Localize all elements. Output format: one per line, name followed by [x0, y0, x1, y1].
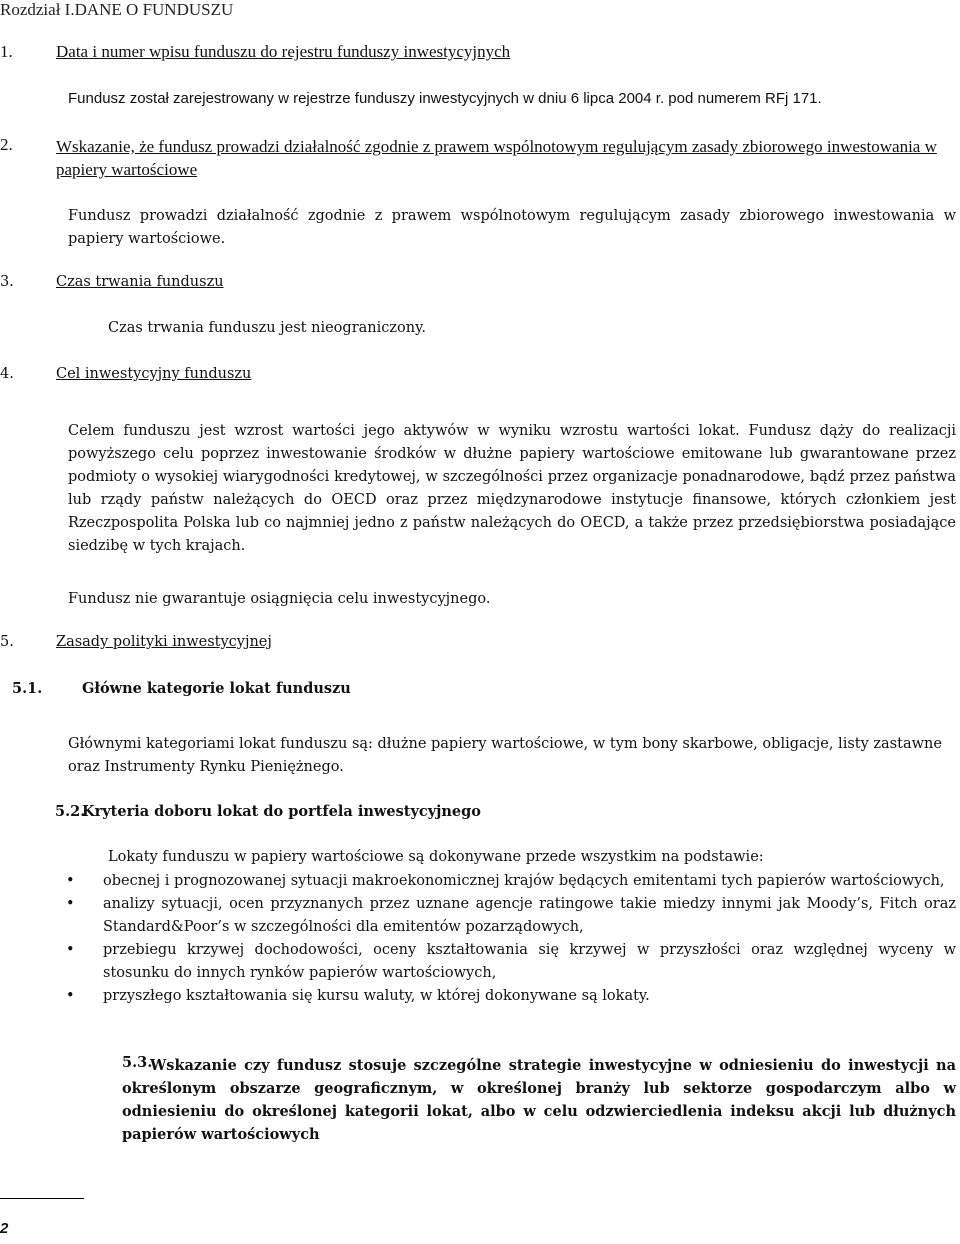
- page-number: 2: [0, 1220, 9, 1237]
- section-5-3-heading: Wskazanie czy fundusz stosuje szczególne strategie inwestycyjne w odniesieniu do inwestycji na określonym obszarze geograficznym, w określonej branży lub sektorze gospodarczym albo w odniesieniu do określonej kategorii lokat, albo w celu odzwierciedlenia indeksu akcji lub dłużnych papierów wartościowych: [122, 1057, 956, 1143]
- list-item: • analizy sytuacji, ocen przyznanych przez uznane agencje ratingowe takie miedzy innymi jak Moody’s, Fitch oraz Standard&Poor’s w szczególności dla emitentów pozarządowych,: [58, 893, 956, 939]
- section-5-1-heading: Główne kategorie lokat funduszu: [82, 680, 351, 697]
- section-4-text-1: Celem funduszu jest wzrost wartości jego aktywów w wyniku wzrostu wartości lokat. Fundusz dąży do realizacji powyższego celu poprzez inwestowanie środków w dłużne papiery wartościowe emitowane lub gwarantowane przez podmioty o wysokiej wiarygodności kredytowej, w szczególności przez organizacje ponadnarodowe, bądź przez państwa lub rządy państw należących do OECD oraz przez międzynarodowe instytucje finansowe, których członkiem jest Rzeczpospolita Polska lub co najmniej jedno z państw należących do OECD, a także przez przedsiębiorstwa posiadające siedzibę w tych krajach.: [68, 423, 956, 554]
- section-1-heading: Data i numer wpisu funduszu do rejestru funduszy inwestycyjnych: [56, 42, 511, 61]
- section-5-2-heading: Kryteria doboru lokat do portfela inwestycyjnego: [82, 803, 481, 820]
- bullet-icon: •: [66, 942, 75, 958]
- section-5-2-number: 5.2.: [55, 803, 86, 820]
- list-item: • obecnej i prognozowanej sytuacji makroekonomicznej krajów będących emitentami tych papierów wartościowych,: [58, 870, 956, 893]
- section-1-text: Fundusz został zarejestrowany w rejestrze funduszy inwestycyjnych w dniu 6 lipca 2004 r. pod numerem RFj 171.: [68, 90, 822, 107]
- section-2-number: 2.: [0, 135, 13, 154]
- section-4-number: 4.: [0, 366, 14, 382]
- footer-divider: [0, 1198, 84, 1199]
- section-5-1-number: 5.1.: [12, 680, 43, 697]
- section-3-heading: Czas trwania funduszu: [56, 274, 224, 290]
- section-2-heading: Wskazanie, że fundusz prowadzi działalność zgodnie z prawem wspólnotowym regulującym zasady zbiorowego inwestowania w papiery wartościowe: [56, 137, 937, 179]
- section-1-number: 1.: [0, 42, 13, 61]
- criteria-list: [58, 870, 956, 1008]
- section-5-3-number: 5.3.: [122, 1054, 153, 1071]
- section-5-2-intro: Lokaty funduszu w papiery wartościowe są dokonywane przede wszystkim na podstawie:: [108, 849, 764, 865]
- list-item: • przebiegu krzywej dochodowości, oceny kształtowania się krzywej w przyszłości oraz względnej wyceny w stosunku do innych rynków papierów wartościowych,: [58, 939, 956, 985]
- chapter-title: Rozdział I.DANE O FUNDUSZU: [0, 0, 234, 19]
- section-3-number: 3.: [0, 274, 14, 290]
- bullet-icon: •: [66, 873, 75, 889]
- bullet-icon: •: [66, 988, 75, 1004]
- section-2-text: Fundusz prowadzi działalność zgodnie z prawem wspólnotowym regulującym zasady zbiorowego inwestowania w papiery wartościowe.: [68, 208, 956, 247]
- section-5-heading: Zasady polityki inwestycyjnej: [56, 634, 272, 650]
- bullet-icon: •: [66, 896, 75, 912]
- section-5-1-text: Głównymi kategoriami lokat funduszu są: dłużne papiery wartościowe, w tym bony skarbowe, obligacje, listy zastawne oraz Instrumenty Rynku Pieniężnego.: [68, 736, 942, 775]
- section-3-text: Czas trwania funduszu jest nieograniczony.: [108, 320, 426, 336]
- section-4-text-2: Fundusz nie gwarantuje osiągnięcia celu inwestycyjnego.: [68, 591, 491, 607]
- list-item: • przyszłego kształtowania się kursu waluty, w której dokonywane są lokaty.: [58, 985, 956, 1008]
- section-4-heading: Cel inwestycyjny funduszu: [56, 366, 252, 382]
- section-5-number: 5.: [0, 634, 14, 650]
